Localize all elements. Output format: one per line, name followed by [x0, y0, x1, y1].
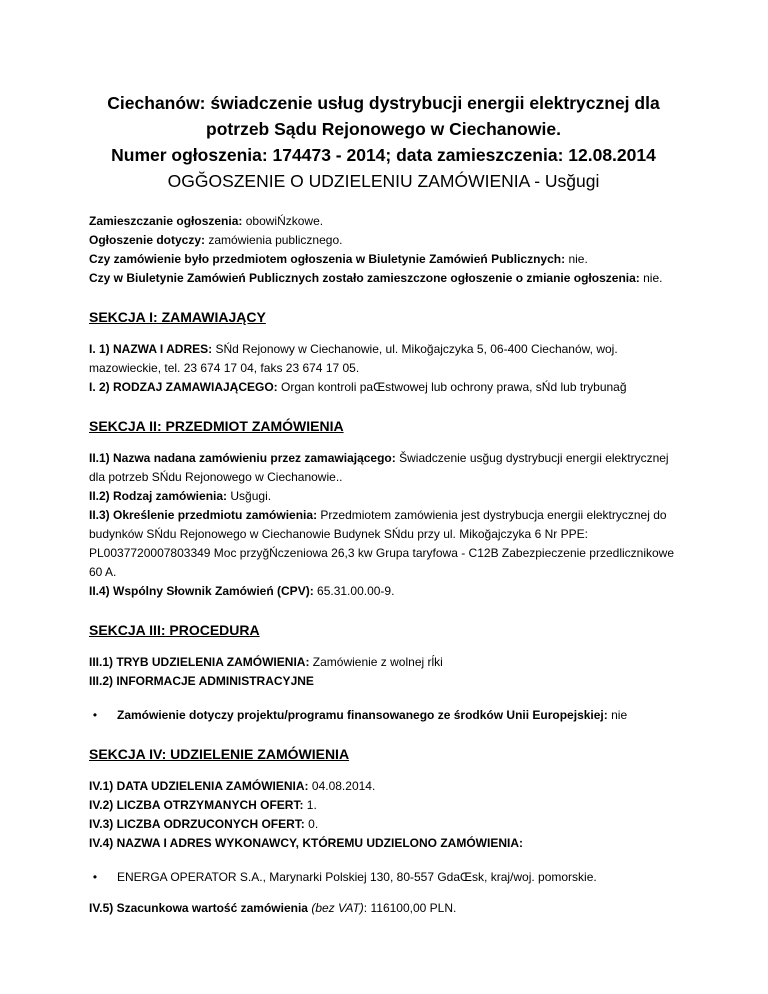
- item-label: IV.2) LICZBA OTRZYMANYCH OFERT:: [89, 798, 304, 812]
- section-2-item: [89, 449, 678, 487]
- meta-row: [89, 269, 678, 288]
- section-1-item: [89, 340, 678, 378]
- item-label: III.1) TRYB UDZIELENIA ZAMÓWIENIA:: [89, 655, 310, 669]
- item-value: Šwiadczenie usğug dystrybucji energii elektrycznej dla potrzeb SŃdu Rejonowego w Ciechanowie..: [89, 451, 669, 484]
- notice-type-subtitle: OGĞOSZENIE O UDZIELENIU ZAMÓWIENIA - Usğugi: [167, 171, 600, 191]
- item-value: SŃd Rejonowy w Ciechanowie, ul. Mikoğajczyka 5, 06-400 Ciechanów, woj. mazowieckie, tel. 23 674 17 04, faks 23 674 17 05.: [89, 342, 618, 375]
- item-value: Zamówienie z wolnej rĺki: [312, 655, 443, 669]
- title-line-1: Ciechanów: świadczenie usług dystrybucji energii elektrycznej dla: [107, 93, 660, 113]
- meta-label: Zamieszczanie ogłoszenia:: [89, 214, 243, 228]
- item-label: I. 1) NAZWA I ADRES:: [89, 342, 213, 356]
- section-3-item: [89, 653, 678, 672]
- item-value: Usğugi.: [230, 489, 272, 503]
- item-value: 0.: [308, 817, 319, 831]
- item-label: II.3) Określenie przedmiotu zamówienia:: [89, 508, 318, 522]
- title-line-3: Numer ogłoszenia: 174473 - 2014; data zamieszczenia: 12.08.2014: [111, 145, 656, 165]
- section-4-item: [89, 815, 678, 834]
- item-label: Zamówienie dotyczy projektu/programu finansowanego ze środków Unii Europejskiej:: [117, 708, 608, 722]
- meta-row: [89, 212, 678, 231]
- item-label: III.2) INFORMACJE ADMINISTRACYJNE: [89, 674, 314, 688]
- title-line-2: potrzeb Sądu Rejonowego w Ciechanowie.: [206, 119, 561, 139]
- section-4-heading: SEKCJA IV: UDZIELENIE ZAMÓWIENIA: [89, 746, 350, 762]
- section-4-item: [89, 796, 678, 815]
- meta-row: [89, 231, 678, 250]
- section-2-heading: SEKCJA II: PRZEDMIOT ZAMÓWIENIA: [89, 418, 344, 434]
- item-value: 116100,00 PLN.: [370, 901, 457, 915]
- meta-label: Ogłoszenie dotyczy:: [89, 233, 206, 247]
- meta-value: obowiŃzkowe.: [245, 214, 324, 228]
- contractor-list: [89, 868, 678, 887]
- section-4-item: [89, 834, 678, 853]
- item-value: 1.: [306, 798, 317, 812]
- item-label: IV.3) LICZBA ODRZUCONYCH OFERT:: [89, 817, 305, 831]
- item-value: 04.08.2014.: [311, 779, 376, 793]
- list-item: [92, 868, 678, 887]
- document-body: [89, 212, 678, 918]
- item-label: II.2) Rodzaj zamówienia:: [89, 489, 228, 503]
- item-label: IV.4) NAZWA I ADRES WYKONAWCY, KTÓREMU UDZIELONO ZAMÓWIENIA:: [89, 836, 523, 850]
- item-value: Przedmiotem zamówienia jest dystrybucja energii elektrycznej do budynków SŃdu Rejonowego w Ciechanowie Budynek SŃdu przy ul. Mikoğajczyka 6 Nr PPE: PL0037720007803349 Moc przyğŃczeniowa 26,3 kw Grupa taryfowa - C12B Zabezpieczenie przedlicznikowe 60 A.: [89, 508, 674, 579]
- item-value: Organ kontroli paŒstwowej lub ochrony prawa, sŃd lub trybunağ: [281, 380, 627, 394]
- item-value: 65.31.00.00-9.: [317, 584, 395, 598]
- bullet-icon: •: [92, 708, 98, 722]
- section-3-heading: SEKCJA III: PROCEDURA: [89, 622, 260, 638]
- item-label: IV.1) DATA UDZIELENIA ZAMÓWIENIA:: [89, 779, 309, 793]
- document-header: [89, 0, 678, 194]
- item-label: II.4) Wspólny Słownik Zamówień (CPV):: [89, 584, 314, 598]
- item-label: I. 2) RODZAJ ZAMAWIAJĄCEGO:: [89, 380, 278, 394]
- section-3-item: [89, 672, 678, 691]
- contractor-address: ENERGA OPERATOR S.A., Marynarki Polskiej 130, 80-557 GdaŒsk, kraj/woj. pomorskie.: [117, 870, 597, 884]
- meta-block: [89, 212, 678, 288]
- section-1-item: [89, 378, 678, 397]
- list-item: [92, 706, 678, 725]
- bullet-icon: •: [92, 870, 98, 884]
- section-4-item: [89, 777, 678, 796]
- meta-label: Czy w Biuletynie Zamówień Publicznych zostało zamieszczone ogłoszenie o zmianie ogłoszenia:: [89, 271, 640, 285]
- section-2-item: [89, 582, 678, 601]
- meta-value: nie.: [643, 271, 663, 285]
- section-2-item: [89, 487, 678, 506]
- meta-label: Czy zamówienie było przedmiotem ogłoszenia w Biuletynie Zamówień Publicznych:: [89, 252, 566, 266]
- item-value: nie: [611, 708, 628, 722]
- meta-value: nie.: [568, 252, 588, 266]
- meta-row: [89, 250, 678, 269]
- item-label: IV.5) Szacunkowa wartość zamówienia: [89, 901, 308, 915]
- meta-value: zamówienia publicznego.: [208, 233, 343, 247]
- item-label: II.1) Nazwa nadana zamówieniu przez zamawiającego:: [89, 451, 396, 465]
- item-colon: :: [363, 901, 368, 915]
- section-1-heading: SEKCJA I: ZAMAWIAJĄCY: [89, 309, 266, 325]
- item-note: (bez VAT): [311, 901, 364, 915]
- eu-funding-list: [89, 706, 678, 725]
- estimated-value: [89, 899, 678, 918]
- section-2-item: [89, 506, 678, 582]
